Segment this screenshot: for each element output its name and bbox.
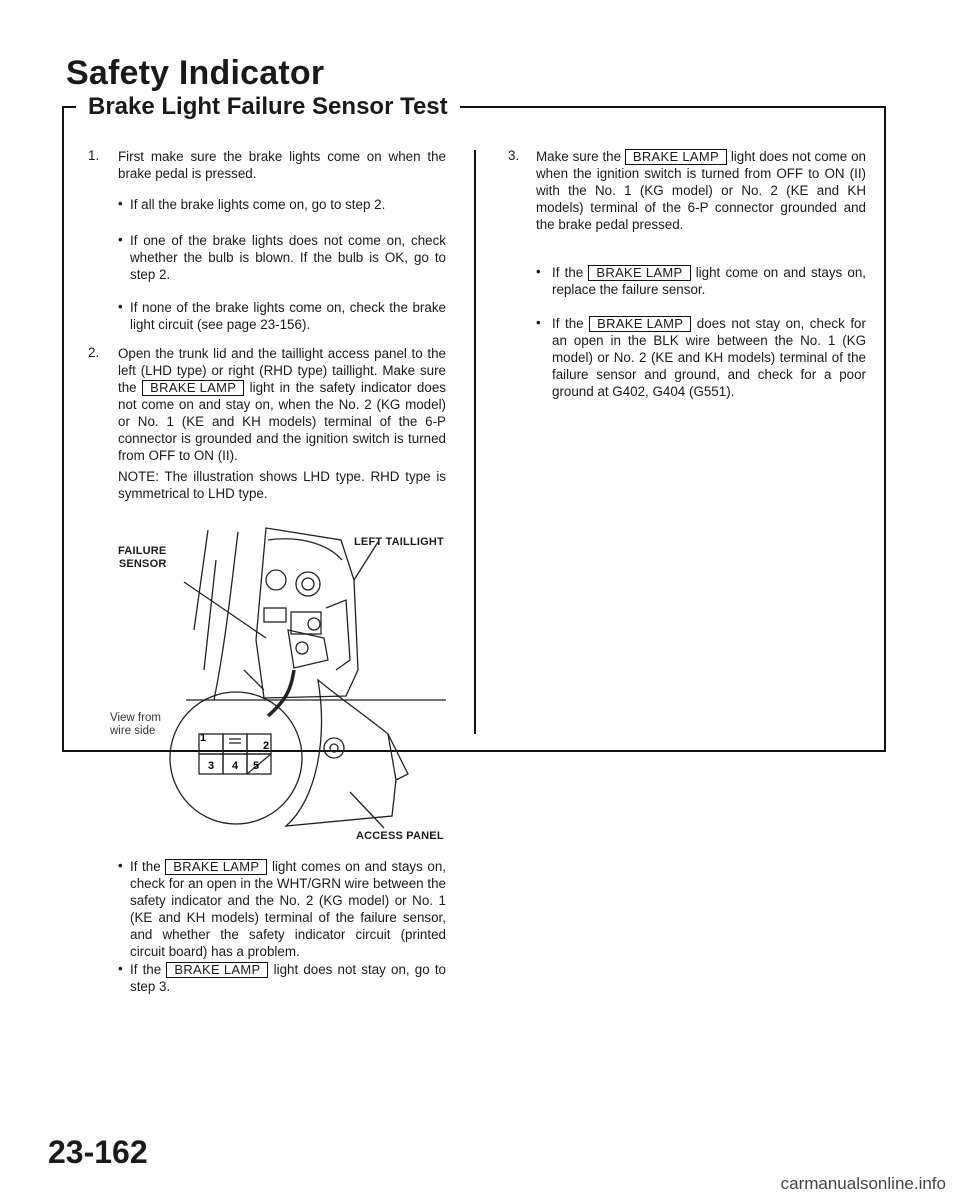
bullet-dot: • xyxy=(536,315,541,330)
step-1-bullet-2: If one of the brake lights does not come on, check whether the bulb is blown. If the bulb is OK, go to step 2. xyxy=(130,233,446,282)
page-title: Safety Indicator xyxy=(66,54,325,92)
label-left-taillight: LEFT TAILLIGHT xyxy=(354,536,444,548)
brake-lamp-box: BRAKE LAMP xyxy=(166,962,268,978)
bullet-dot: • xyxy=(536,264,541,279)
label-access-panel: ACCESS PANEL xyxy=(356,830,444,842)
pin-3: 3 xyxy=(207,760,215,772)
pin-5: 5 xyxy=(252,760,260,772)
frame-top-right xyxy=(430,106,884,108)
bullet-dot: • xyxy=(118,858,123,873)
step-3-number: 3. xyxy=(508,148,520,163)
step-3-bullet-2: If the BRAKE LAMP does not stay on, check for an open in the BLK wire between the No. 1 (KG model) or No. 2 (KE and KH models) terminal of the failure sensor and ground, and check for a poor ground at G402, G404 (G551). xyxy=(552,316,866,399)
step-2-note: NOTE: The illustration shows LHD type. RHD type is symmetrical to LHD type. xyxy=(118,469,446,501)
step-2-bullet-2: If the BRAKE LAMP light does not stay on, go to step 3. xyxy=(130,962,446,994)
brake-lamp-box: BRAKE LAMP xyxy=(589,316,691,332)
label-failure-sensor: FAILURE SENSOR xyxy=(118,545,167,570)
step-3-text: Make sure the BRAKE LAMP light does not come on when the ignition switch is turned from OFF to ON (II) with the No. 1 (KG model) or No. 2 (KE and KH models) terminal of the 6-P connector grounded and the brake pedal pressed. xyxy=(536,149,866,232)
page-number: 23-162 xyxy=(48,1134,148,1170)
bullet-dot: • xyxy=(118,232,123,247)
bullet-dot: • xyxy=(118,961,123,976)
pin-2: 2 xyxy=(262,740,270,752)
pin-4: 4 xyxy=(231,760,239,772)
bullet-dot: • xyxy=(118,196,123,211)
label-view-from: View from wire side xyxy=(110,712,161,737)
brake-lamp-box: BRAKE LAMP xyxy=(165,859,267,875)
step-1-text: First make sure the brake lights come on when the brake pedal is pressed. xyxy=(118,149,446,181)
pin-1: 1 xyxy=(199,732,207,744)
frame-top-left xyxy=(62,106,76,108)
section-title: Brake Light Failure Sensor Test xyxy=(82,93,460,121)
step-3-bullet-1: If the BRAKE LAMP light come on and stays on, replace the failure sensor. xyxy=(552,265,866,297)
step-1-bullet-1: If all the brake lights come on, go to step 2. xyxy=(130,197,386,212)
step-1-number: 1. xyxy=(88,148,100,163)
brake-lamp-box: BRAKE LAMP xyxy=(142,380,244,396)
brake-lamp-box: BRAKE LAMP xyxy=(588,265,690,281)
step-1-bullet-3: If none of the brake lights come on, check the brake light circuit (see page 23-156). xyxy=(130,300,446,332)
step-2-text: Open the trunk lid and the taillight access panel to the left (LHD type) or right (RHD type) taillight. Make sure the BRAKE LAMP light in the safety indicator does not come on and stay on, when the No. 2 (KG model) or No. 1 (KE and KH models) terminal of the 6-P connector is grounded and the ignition switch is turned from OFF to ON (II). xyxy=(118,346,446,463)
step-2-bullet-1: If the BRAKE LAMP light comes on and stays on, check for an open in the WHT/GRN wire between the safety indicator and the No. 2 (KG model) or No. 1 (KE and KH models) terminal of the failure sensor, and whether the safety indicator circuit (printed circuit board) has a problem. xyxy=(130,859,446,959)
step-2-number: 2. xyxy=(88,345,100,360)
column-divider xyxy=(474,150,476,734)
watermark: carmanualsonline.info xyxy=(780,1174,946,1193)
brake-lamp-box: BRAKE LAMP xyxy=(625,149,727,165)
bullet-dot: • xyxy=(118,299,123,314)
